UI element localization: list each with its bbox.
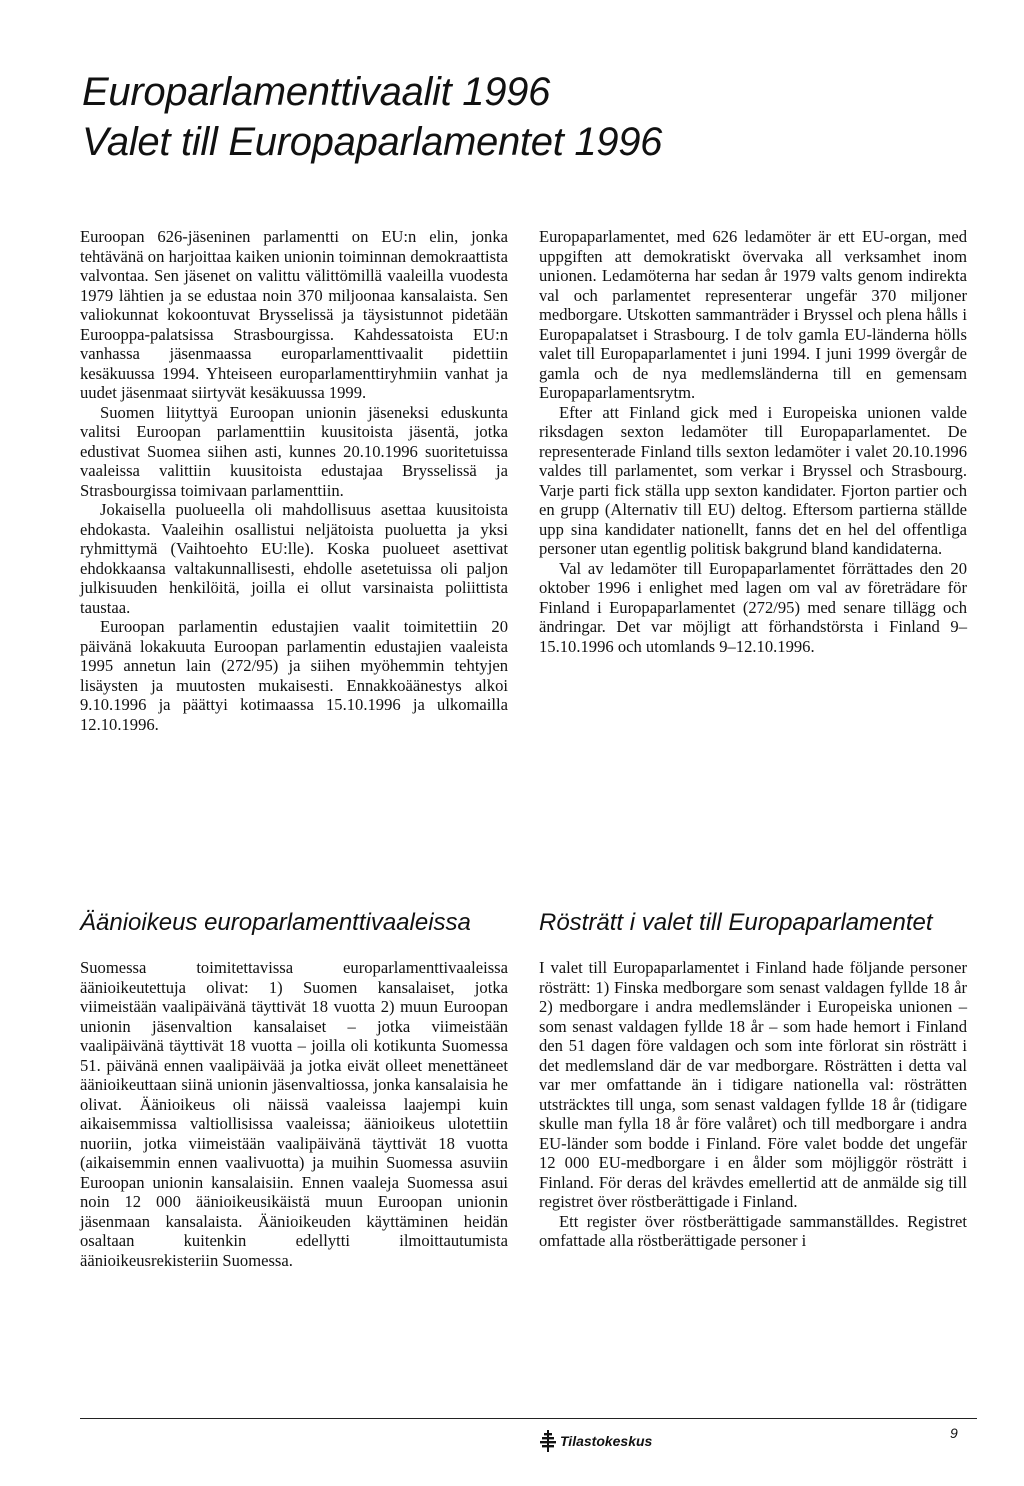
paragraph: Ett register över röstberättigade sammanställdes. Registret omfattade alla röstberättigade personer i <box>539 1211 967 1250</box>
intro-column-swedish <box>539 227 967 656</box>
paragraph: Efter att Finland gick med i Europeiska unionen valde riksdagen sexton ledamöter till Europaparlamentet. De representerade Finland tills sexton ledamöter i valet 20.10.1996 valdes till parlamentet, som verkar i Bryssel och Strasbourg. Varje parti fick ställa upp sexton kandidater. Fjorton partier och en grupp (Alternativ till EU) deltog. Eftersom partierna ställde upp sina kandidater nationellt, fanns det en hel del offentliga personer utan egentlig politisk bakgrund bland kandidaterna. <box>539 402 967 558</box>
page-number: 9 <box>950 1425 958 1441</box>
publisher-logo <box>540 1430 652 1452</box>
page-title-finnish: Europarlamenttivaalit 1996 <box>82 70 551 114</box>
voting-rights-column-finnish <box>80 958 508 1270</box>
paragraph: Suomen liityttyä Euroopan unionin jäseneksi eduskunta valitsi Euroopan parlamenttiin kuusitoista jäsentä, jotka edustivat Suomea siihen asti, kunnes 20.10.1996 suoritetuissa vaaleissa valittiin kuusitoista edustajaa Brysselissä ja Strasbourgissa toimivaan parlamenttiin. <box>80 402 508 500</box>
section-heading-swedish: Rösträtt i valet till Europaparlamentet <box>539 909 933 936</box>
section-heading-finnish: Äänioikeus europarlamenttivaaleissa <box>80 909 471 936</box>
tilastokeskus-logo-icon <box>540 1430 556 1452</box>
paragraph: Euroopan 626-jäseninen parlamentti on EU:n elin, jonka tehtävänä on harjoittaa kaiken unionin toiminnan demokraattista valvontaa. Sen jäsenet on valittu välittömillä vaaleilla vuodesta 1979 lähtien ja se edustaa noin 370 miljoonaa kansalaista. Sen valiokunnat kokoontuvat Brysselissä ja täysistunnot pidetään Eurooppa-palatsissa Strasbourgissa. Kahdessatoista EU:n vanhassa jäsenmaassa europarlamenttivaalit pidettiin kesäkuussa 1994. Yhteiseen europarlamenttiryhmiin vanhat ja uudet jäsenmaat siirtyvät kesäkuussa 1999. <box>80 227 508 402</box>
voting-rights-column-swedish <box>539 958 967 1251</box>
paragraph: Europaparlamentet, med 626 ledamöter är ett EU-organ, med uppgiften att demokratiskt övervaka all verksamhet inom unionen. Ledamöterna har sedan år 1979 valts genom indirekta val och parlamentet representerar ungefär 370 miljoner medborgare. Utskotten sammanträder i Bryssel och plena hålls i Europapalatset i Strasbourg. I de tolv gamla EU-länderna hölls valet till Europaparlamentet i juni 1994. I juni 1999 övergår de gamla och de nya medlemsländerna till en gemensam Europaparlamentsrytm. <box>539 227 967 402</box>
paragraph: Jokaisella puolueella oli mahdollisuus asettaa kuusitoista ehdokasta. Vaaleihin osallistui neljätoista puoluetta ja yksi ryhmittymä (Vaihtoehto EU:lle). Koska puolueet asettivat ehdokkaansa valtakunnallisesti, ehdolle asetetuissa oli paljon julkisuuden henkilöitä, joilla ei ollut varsinaista poliittista taustaa. <box>80 500 508 617</box>
paragraph: Suomessa toimitettavissa europarlamenttivaaleissa äänioikeutettuja olivat: 1) Suomen kansalaiset, jotka viimeistään vaalipäivänä täyttivät 18 vuotta 2) muun Euroopan unionin jäsenvaltion kansalaiset – jotka viimeistään vaalipäivänä täyttivät 18 vuotta – joilla oli kotikunta Suomessa 51. päivänä ennen vaalipäivää ja jotka eivät olleet menettäneet äänioikeuttaan siinä unionin jäsenvaltiossa, jonka kansalaisia he olivat. Äänioikeus oli näissä vaaleissa laajempi kuin aikaisemmissa valtiollisissa vaaleissa; äänioikeus ulotettiin nuoriin, jotka viimeistään vaalipäivänä täyttivät 18 vuotta (aikaisemmin ennen vaalivuotta) ja muihin Suomessa asuviin Euroopan unionin kansalaisiin. Ennen vaaleja Suomessa asui noin 12 000 äänioikeusikäistä muun Euroopan unionin jäsenmaan kansalaista. Äänioikeuden käyttäminen heidän osaltaan kuitenkin edellytti ilmoittautumista äänioikeusrekisteriin Suomessa. <box>80 958 508 1270</box>
page-title-swedish: Valet till Europaparlamentet 1996 <box>82 120 663 164</box>
intro-column-finnish <box>80 227 508 734</box>
paragraph: I valet till Europaparlamentet i Finland hade följande personer rösträtt: 1) Finska medborgare som senast valdagen fyllde 18 år 2) medborgare i andra medlemsländer i Europeiska unionen – som senast valdagen fyllde 18 år – som hade hemort i Finland den 51 dagen före valdagen och som inte förlorat sin rösträtt i det medlemsland där de var medborgare. Rösträtten i detta val var mer omfattande än i tidigare nationella val: rösträtten utsträcktes till unga, som senast valdagen fyllde 18 år (tidigare skulle man fylla 18 år före valåret) och till medborgare i andra EU-länder som bodde i Finland. Före valet bodde det ungefär 12 000 EU-medborgare i en ålder som möjliggör rösträtt i Finland. För deras del krävdes emellertid att de anmälde sig till registret över röstberättigade i Finland. <box>539 958 967 1211</box>
publisher-name: Tilastokeskus <box>560 1433 653 1449</box>
footer-divider <box>80 1418 977 1419</box>
paragraph: Val av ledamöter till Europaparlamentet förrättades den 20 oktober 1996 i enlighet med lagen om val av företrädare för Finland i Europaparlamentet (272/95) med senare tillägg och ändringar. Det var möjligt att förhandstörsta i Finland 9–15.10.1996 och utomlands 9–12.10.1996. <box>539 558 967 656</box>
paragraph: Euroopan parlamentin edustajien vaalit toimitettiin 20 päivänä lokakuuta Euroopan parlamentin edustajien vaaleista 1995 annetun lain (272/95) ja siihen myöhemmin tehtyjen lisäysten ja muutosten mukaisesti. Ennakkoäänestys alkoi 9.10.1996 ja päättyi kotimaassa 15.10.1996 ja ulkomailla 12.10.1996. <box>80 617 508 734</box>
